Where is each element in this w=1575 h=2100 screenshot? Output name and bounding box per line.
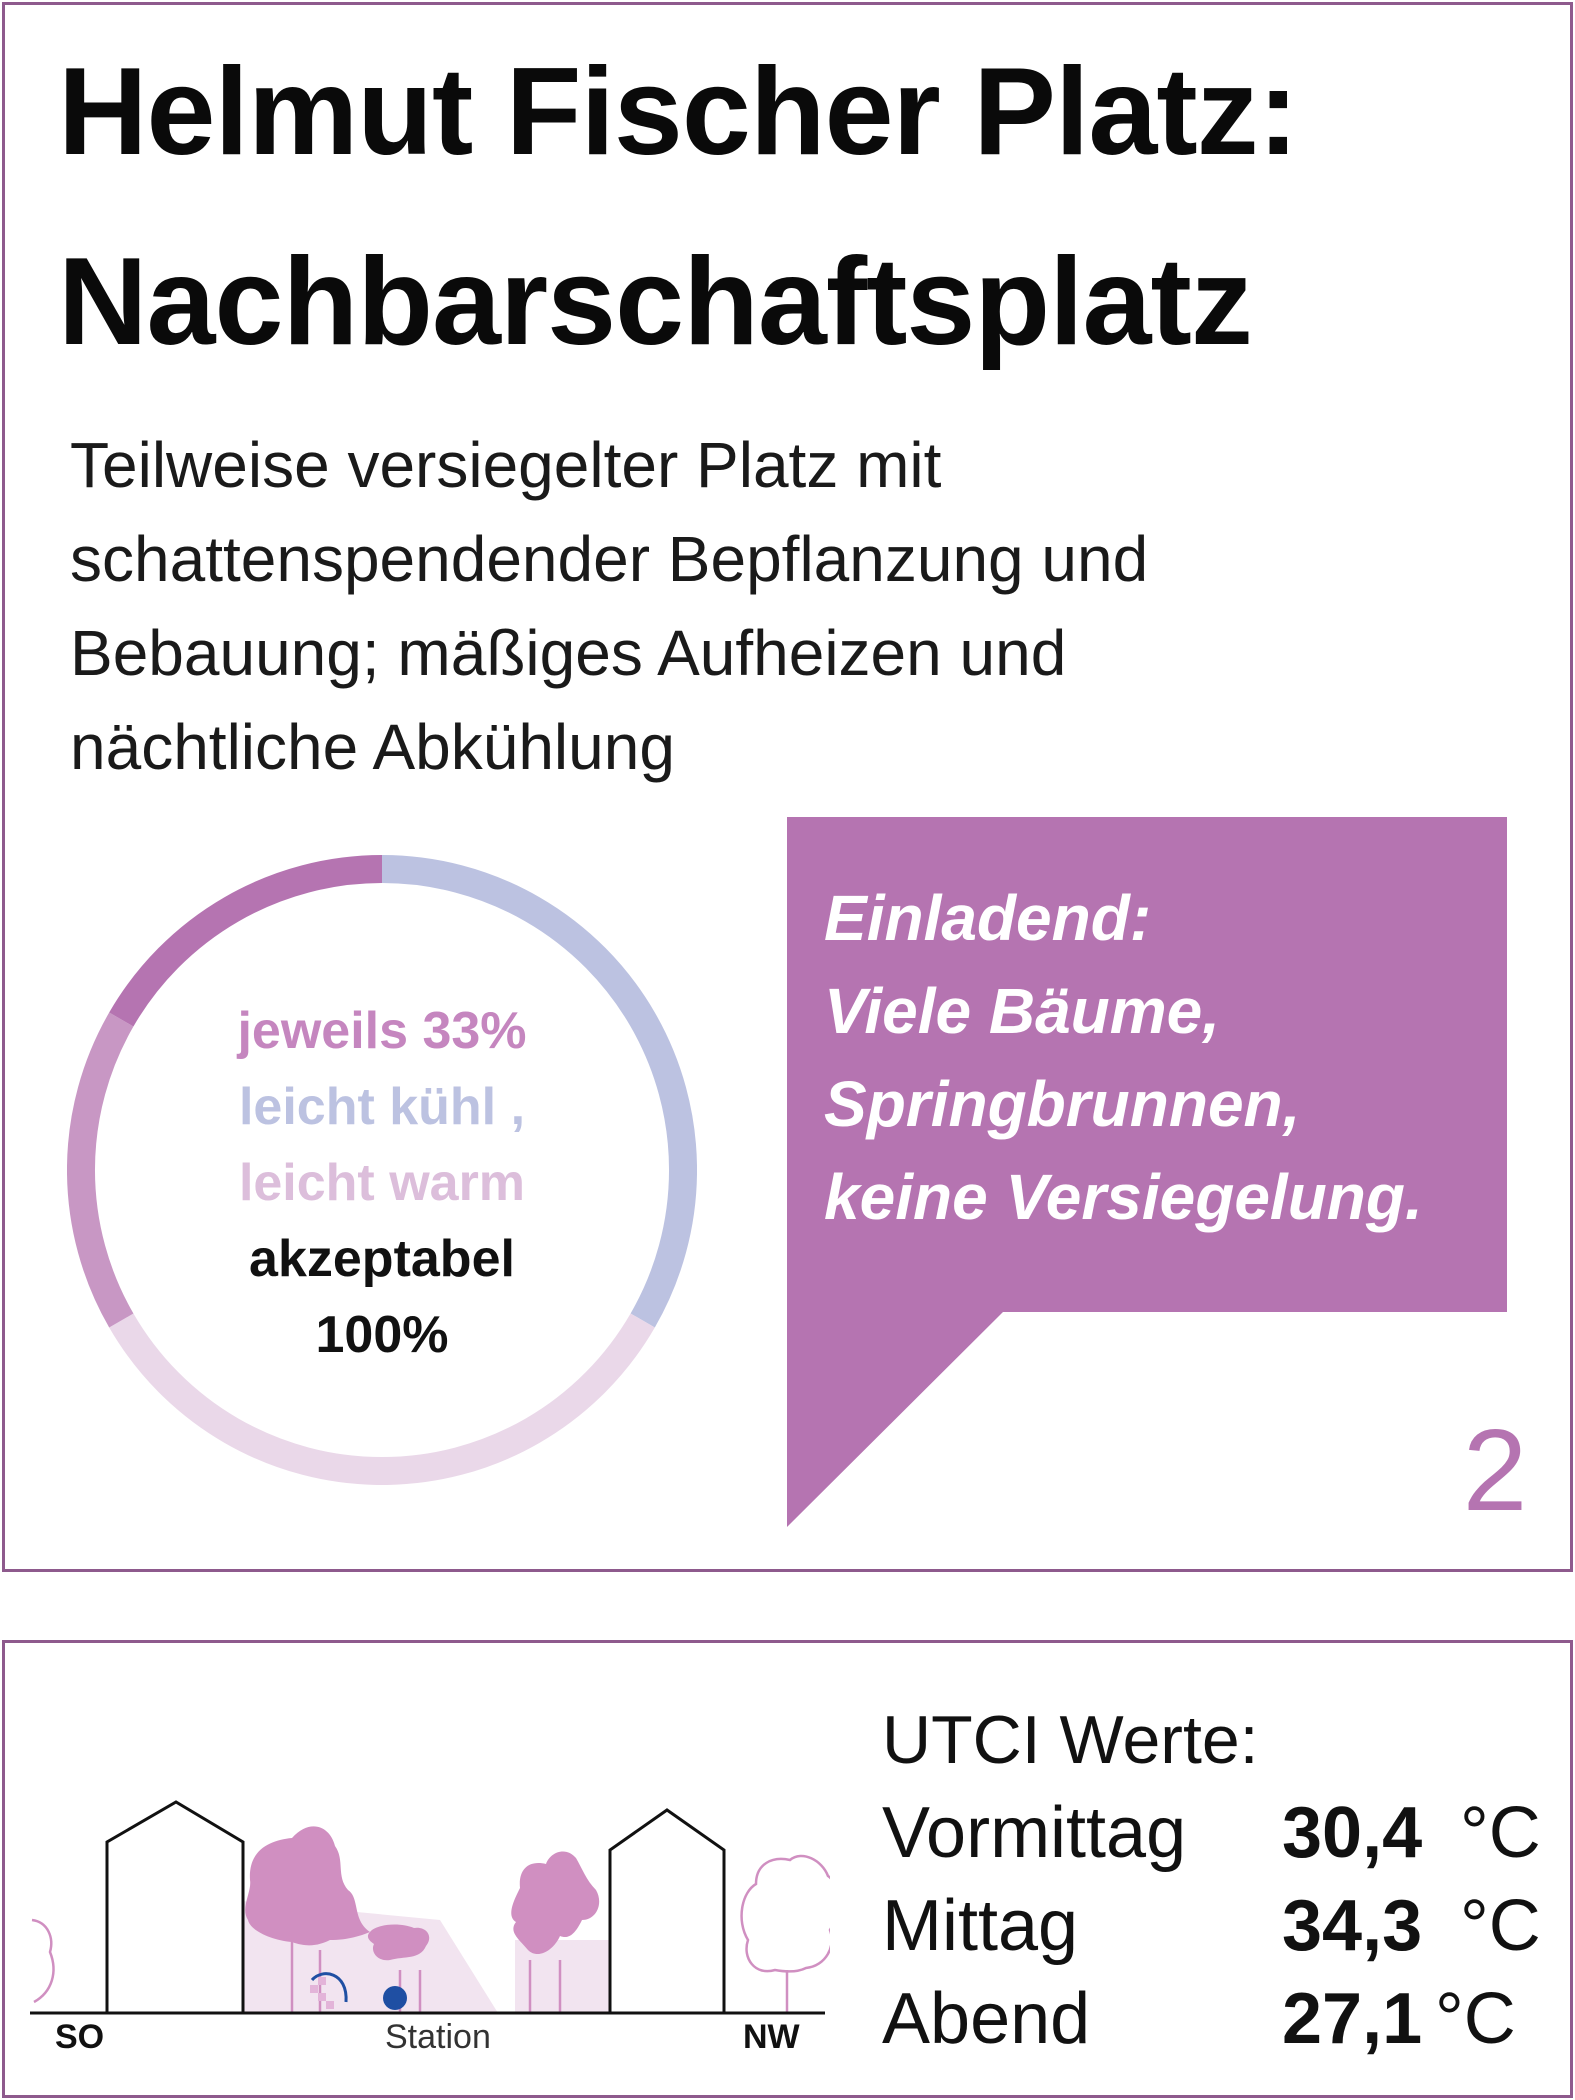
tree-crown-icon xyxy=(511,1851,599,1954)
building-left xyxy=(107,1802,243,2013)
page-title-line-1: Helmut Fischer Platz: xyxy=(58,43,1298,181)
tree-crown-icon xyxy=(245,1826,370,1945)
callout-line: Viele Bäume, xyxy=(824,975,1221,1047)
callout-line: Springbrunnen, xyxy=(824,1068,1301,1140)
callout-line: Einladend: xyxy=(824,882,1152,954)
station-marker xyxy=(383,1986,407,2010)
utci-unit: °C xyxy=(1460,1886,1541,1966)
utci-row xyxy=(882,1979,1542,2063)
donut-label-share: jeweils 33% xyxy=(237,1002,527,1060)
donut-center-labels xyxy=(67,993,697,1373)
description xyxy=(70,418,1390,794)
station-label: Station xyxy=(385,2018,491,2056)
tree-outline-icon xyxy=(32,1920,53,2002)
description-line: schattenspendender Bepflanzung und xyxy=(70,523,1149,595)
page-number: 2 xyxy=(1462,1405,1528,1535)
utci-unit: °C xyxy=(1460,1793,1541,1873)
direction-label-so: SO xyxy=(55,2018,105,2056)
donut-label-warm: leicht warm xyxy=(238,1154,526,1212)
direction-label-nw: NW xyxy=(743,2018,800,2056)
utci-value: 34,3 xyxy=(1282,1886,1423,1966)
tree-outline-icon xyxy=(742,1856,830,1971)
description-line: Bebauung; mäßiges Aufheizen und xyxy=(70,617,1067,689)
callout-text xyxy=(824,872,1504,1244)
utci-row xyxy=(882,1793,1542,1877)
description-line: nächtliche Abkühlung xyxy=(70,711,675,783)
utci-label: Vormittag xyxy=(882,1793,1187,1873)
utci-title: UTCI Werte: xyxy=(882,1702,1259,1778)
utci-row xyxy=(882,1886,1542,1970)
callout-line: keine Versiegelung. xyxy=(824,1161,1423,1233)
utci-label: Abend xyxy=(882,1979,1091,2059)
donut-label-acceptable: akzeptabel xyxy=(249,1230,515,1288)
utci-unit: °C xyxy=(1435,1979,1516,2059)
donut-label-acceptable-percent: 100% xyxy=(315,1306,449,1364)
description-line: Teilweise versiegelter Platz mit xyxy=(70,429,942,501)
utci-value: 27,1 xyxy=(1282,1979,1423,2059)
utci-label: Mittag xyxy=(882,1886,1079,1966)
page-title-line-2: Nachbarschaftsplatz xyxy=(58,233,1252,371)
building-right xyxy=(610,1810,724,2013)
donut-label-cool: leicht kühl , xyxy=(238,1078,526,1136)
utci-value: 30,4 xyxy=(1282,1793,1423,1873)
